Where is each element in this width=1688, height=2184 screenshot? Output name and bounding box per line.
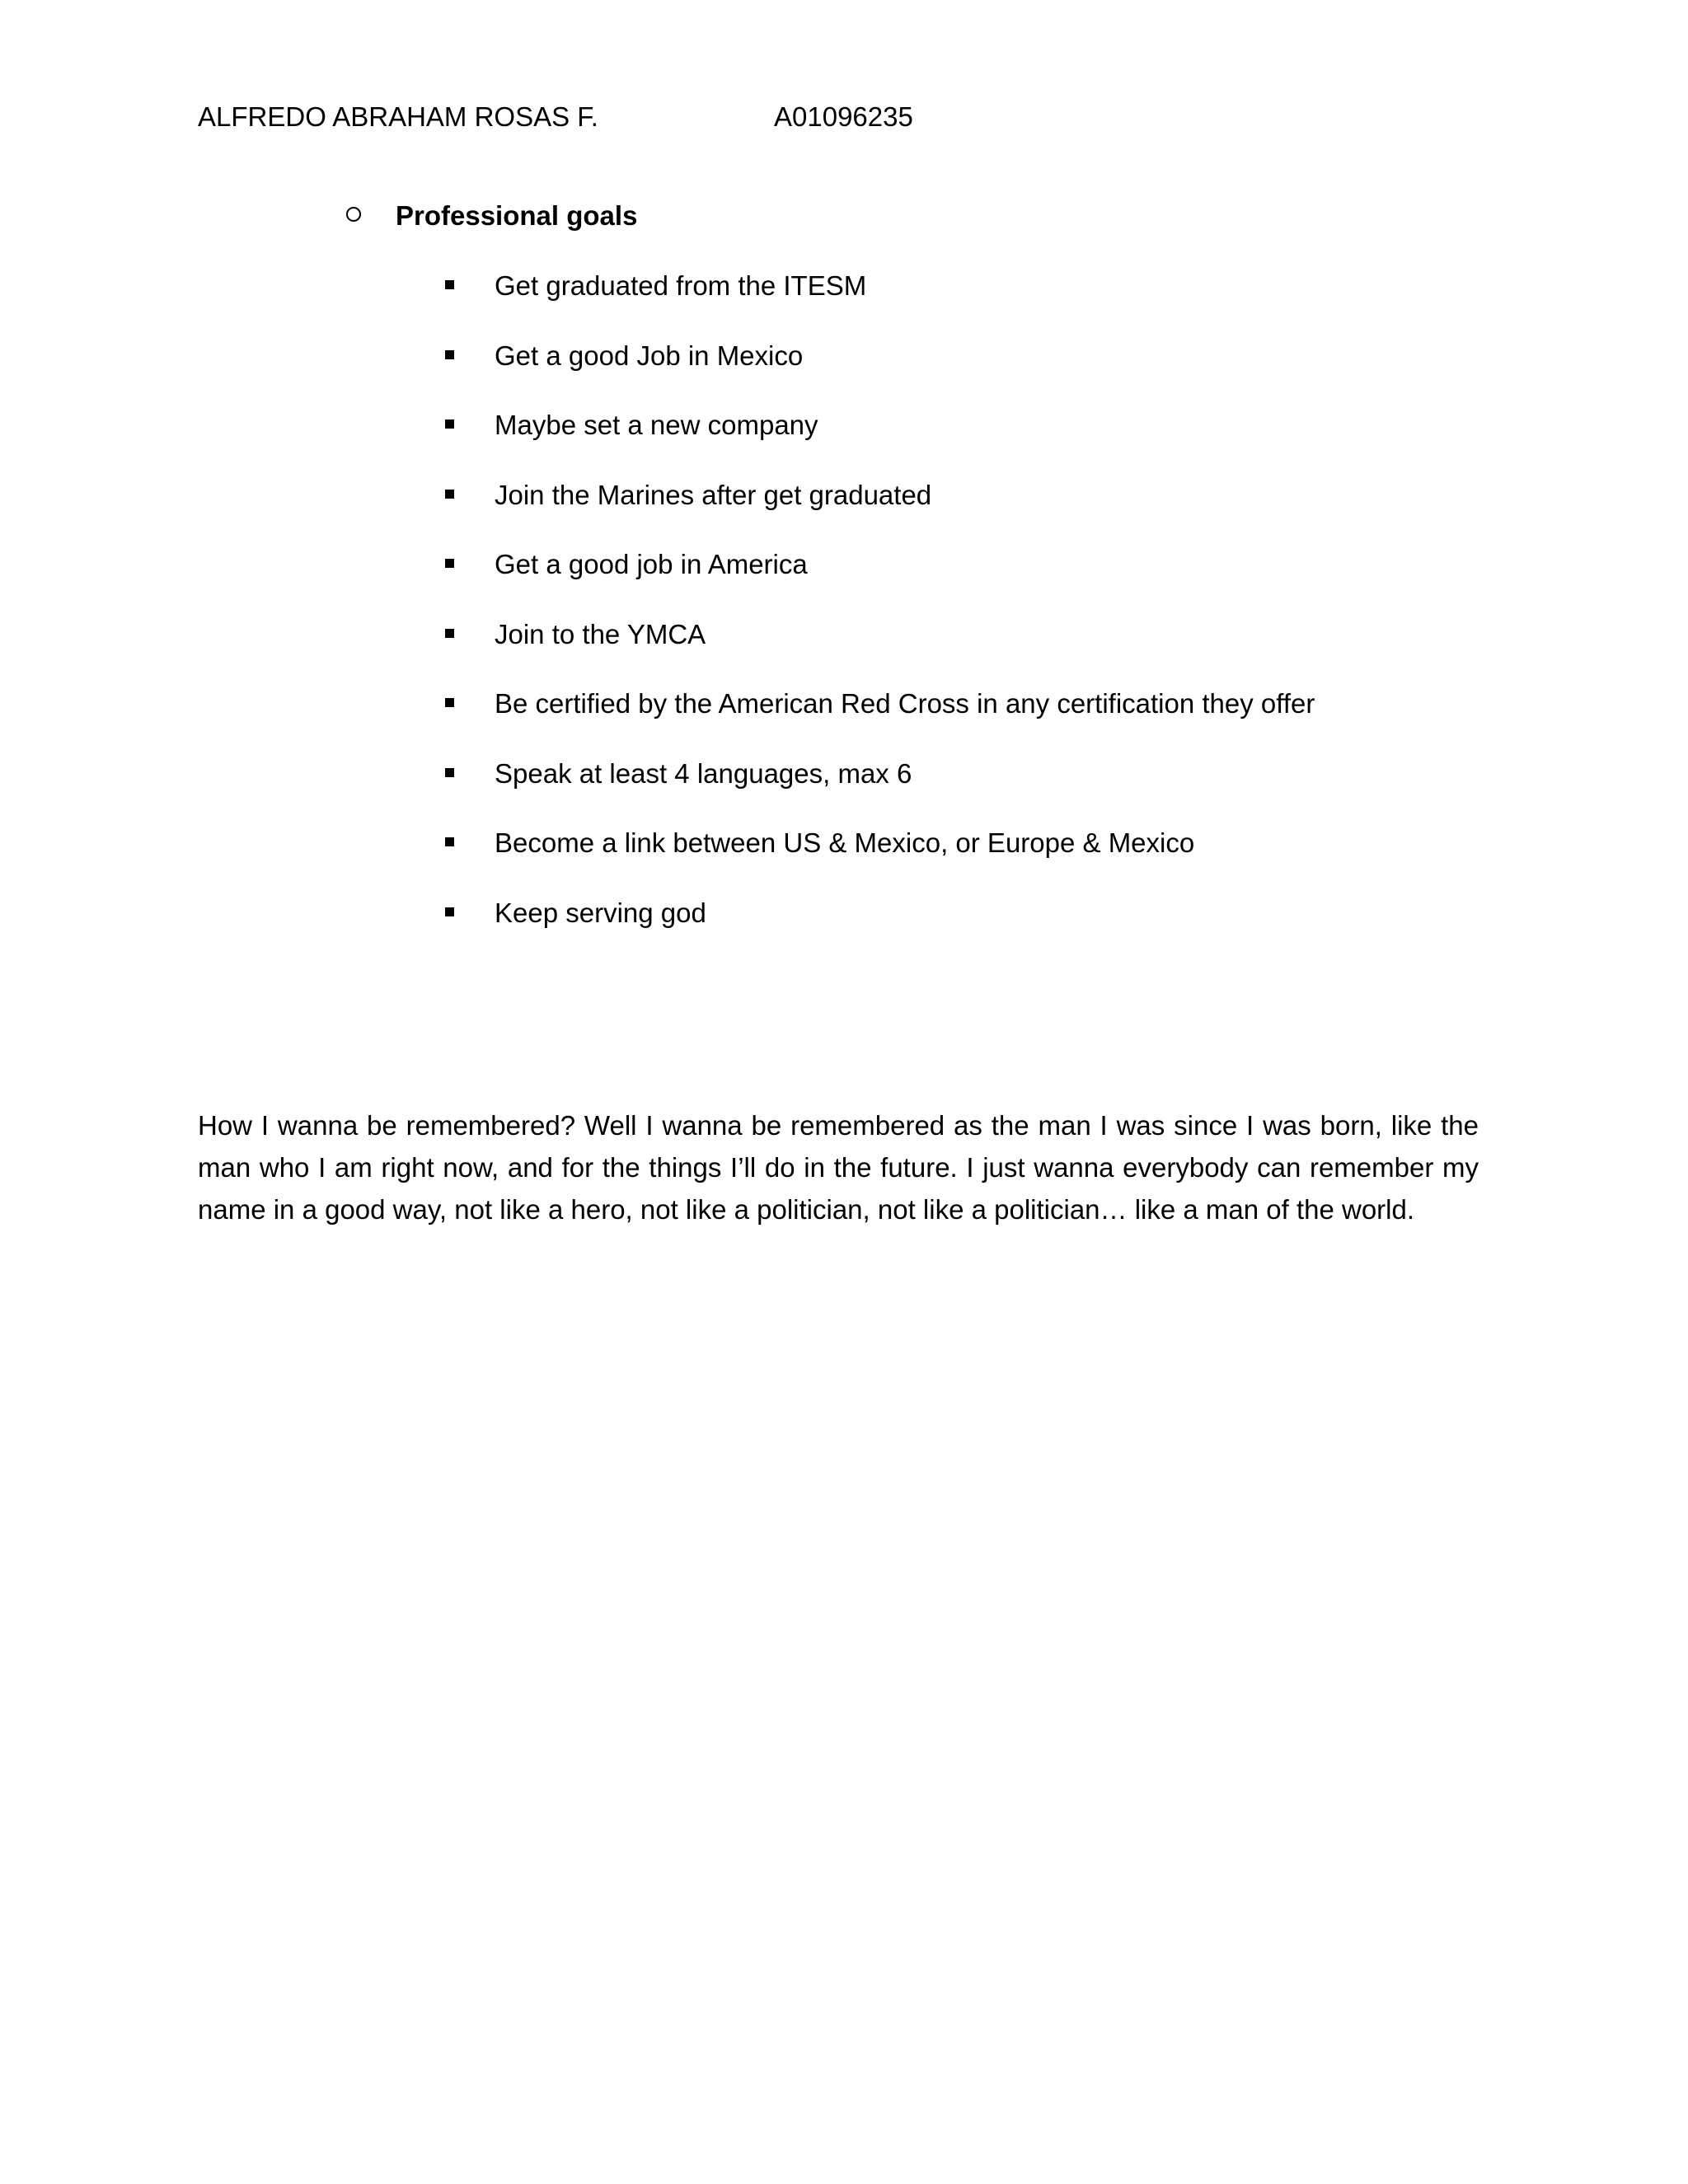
goal-text: Join the Marines after get graduated — [495, 479, 932, 510]
square-bullet-icon — [445, 350, 454, 359]
square-bullet-icon — [445, 629, 454, 638]
goal-text: Maybe set a new company — [495, 410, 818, 440]
hollow-circle-bullet-icon — [346, 207, 361, 222]
goal-text: Speak at least 4 languages, max 6 — [495, 757, 912, 789]
goal-text: Get a good job in America — [495, 549, 808, 579]
goal-text: Join to the YMCA — [495, 618, 706, 649]
square-bullet-icon — [445, 490, 454, 499]
square-bullet-icon — [445, 280, 454, 289]
goal-text: Get graduated from the ITESM — [495, 270, 867, 301]
goal-text: Become a link between US & Mexico, or Europe & Mexico — [495, 827, 1195, 858]
square-bullet-icon — [445, 907, 454, 916]
goal-text: Get a good Job in Mexico — [495, 340, 804, 371]
section-heading-label: Professional goals — [396, 200, 638, 231]
square-bullet-icon — [445, 698, 454, 707]
goal-text: Be certified by the American Red Cross in any certification they offer — [495, 688, 1315, 719]
square-bullet-icon — [445, 419, 454, 429]
closing-paragraph: How I wanna be remembered? Well I wanna be remembered as the man I was since I was born, like the man who I am right now, and for the things I’ll do in the future. I just wanna everybody can remember my name in a good way, not like a hero, not like a politician, not like a politician… like a man of the world. — [198, 1110, 1479, 1225]
square-bullet-icon — [445, 837, 454, 846]
square-bullet-icon — [445, 559, 454, 568]
goal-text: Keep serving god — [495, 897, 706, 928]
student-id: A01096235 — [774, 101, 913, 132]
author-name: ALFREDO ABRAHAM ROSAS F. — [198, 101, 598, 132]
square-bullet-icon — [445, 768, 454, 777]
